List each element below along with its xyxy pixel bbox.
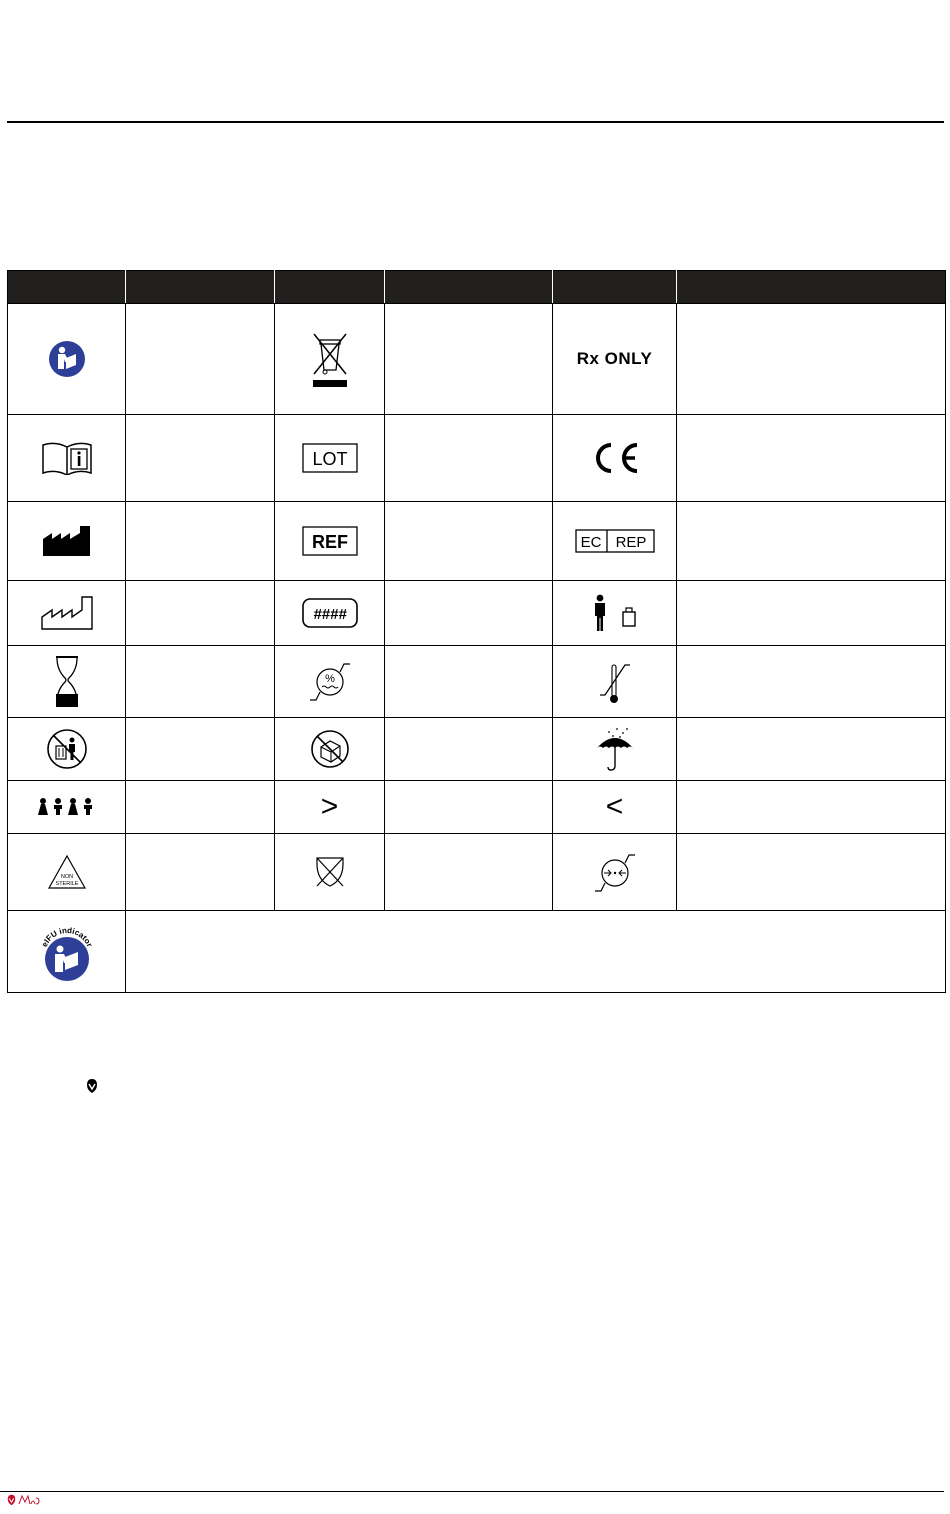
desc-cell: [677, 581, 946, 646]
desc-cell: [126, 781, 275, 834]
desc-cell: [126, 415, 275, 502]
efu-indicator-icon: [8, 911, 126, 993]
desc-cell: [385, 646, 553, 718]
desc-cell: [385, 834, 553, 911]
table-row: [8, 502, 946, 581]
desc-cell: [677, 304, 946, 415]
weee-crossed-bin-icon: [275, 304, 385, 415]
table-row: [8, 911, 946, 993]
desc-cell: [677, 502, 946, 581]
table-row: [8, 718, 946, 781]
symbols-table: [7, 270, 946, 993]
greater-than-text: >: [320, 790, 339, 823]
model-number-text: ####: [312, 606, 347, 623]
desc-cell: [677, 834, 946, 911]
consult-ifu-icon: [8, 415, 126, 502]
rx-only-label: [553, 304, 677, 415]
table-row: [8, 781, 946, 834]
desc-cell: [385, 502, 553, 581]
desc-cell: [126, 718, 275, 781]
lot-code-icon: [275, 415, 385, 502]
top-rule: [7, 121, 944, 123]
desc-cell: [385, 781, 553, 834]
greater-than-icon: [275, 781, 385, 834]
header-cell-description-1: [126, 271, 275, 304]
table-row: [8, 304, 946, 415]
less-than-text: <: [605, 790, 624, 823]
header-cell-symbol-2: [275, 271, 385, 304]
less-than-icon: [553, 781, 677, 834]
efu-badge-text: eIFU indicator: [39, 925, 94, 948]
desc-cell: [126, 834, 275, 911]
desc-cell-wide: [126, 911, 946, 993]
lot-text: LOT: [311, 449, 348, 469]
sterile-text: STERILE: [55, 881, 78, 887]
table-row: [8, 415, 946, 502]
desc-cell: [126, 581, 275, 646]
manufacturer-icon: [8, 502, 126, 581]
ref-text: REF: [311, 532, 348, 552]
desc-cell: [126, 646, 275, 718]
table-row: [8, 581, 946, 646]
desc-cell: [385, 304, 553, 415]
header-cell-symbol-1: [8, 271, 126, 304]
bottom-rule: [0, 1491, 944, 1492]
desc-cell: [126, 502, 275, 581]
table-row: [8, 834, 946, 911]
model-number-icon: [275, 581, 385, 646]
header-cell-description-3: [677, 271, 946, 304]
temperature-limit-icon: [553, 646, 677, 718]
desc-cell: [677, 646, 946, 718]
desc-cell: [677, 718, 946, 781]
body-weight-icon: [553, 581, 677, 646]
non-sterile-icon: [8, 834, 126, 911]
table-header-row: [8, 271, 946, 304]
header-cell-symbol-3: [553, 271, 677, 304]
ec-text: EC: [580, 534, 601, 551]
desc-cell: [385, 581, 553, 646]
date-of-manufacture-icon: [8, 581, 126, 646]
catalogue-ref-icon: [275, 502, 385, 581]
not-for-household-waste-icon: [8, 718, 126, 781]
desc-cell: [385, 718, 553, 781]
follow-instructions-blue-icon: [8, 304, 126, 415]
desc-cell: [126, 304, 275, 415]
keep-dry-umbrella-icon: [553, 718, 677, 781]
do-not-use-damaged-package-icon: [275, 718, 385, 781]
rx-only-text: Rx ONLY: [576, 349, 653, 368]
brand-logo-icon: [7, 1494, 16, 1506]
humidity-percent-text: %: [324, 672, 335, 685]
quantity-people-icon: [8, 781, 126, 834]
humidity-limit-icon: [275, 646, 385, 718]
ec-rep-icon: [553, 502, 677, 581]
brand-wordmark-icon: [18, 1494, 40, 1506]
use-by-hourglass-icon: [8, 646, 126, 718]
footer-brand-logo: [7, 1494, 40, 1506]
rep-text: REP: [615, 534, 646, 551]
desc-cell: [677, 415, 946, 502]
table-row: [8, 646, 946, 718]
brand-mark-icon: [86, 1078, 98, 1094]
header-cell-description-2: [385, 271, 553, 304]
ce-mark-icon: [553, 415, 677, 502]
desc-cell: [677, 781, 946, 834]
pressure-limit-icon: [553, 834, 677, 911]
not-natural-latex-icon: [275, 834, 385, 911]
desc-cell: [385, 415, 553, 502]
non-text: NON: [60, 874, 73, 880]
